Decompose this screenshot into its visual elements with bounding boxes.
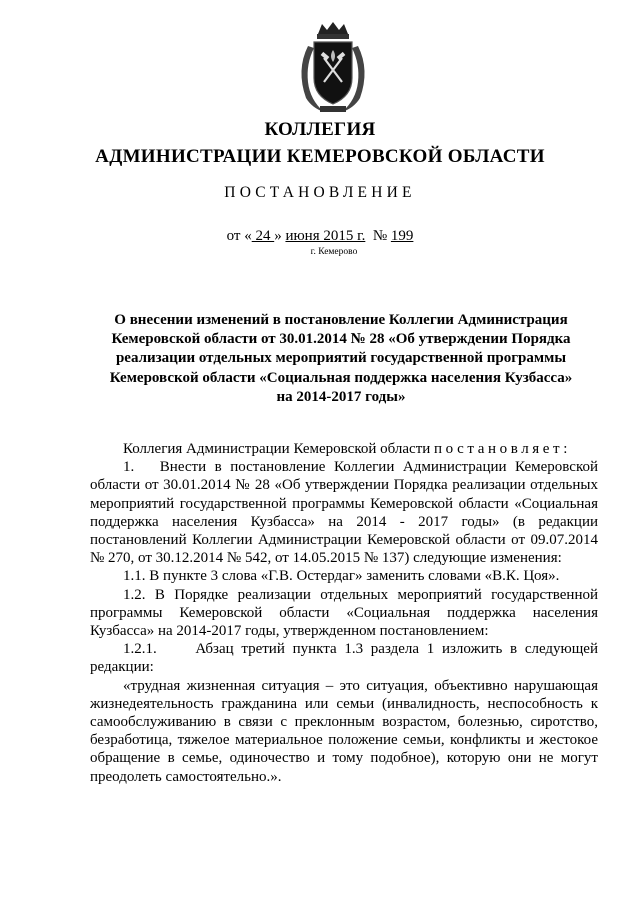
number-sign: № xyxy=(365,228,391,244)
intro-prefix: Коллегия Администрации Кемеровской области xyxy=(123,441,435,457)
item-1-1: 1.1. В пункте 3 слова «Г.В. Остердаг» заменить словами «В.К. Цоя». xyxy=(123,568,560,585)
date-month-year: июня 2015 г. xyxy=(285,228,366,244)
coat-of-arms-emblem xyxy=(290,20,376,116)
org-name-line2: АДМИНИСТРАЦИИ КЕМЕРОВСКОЙ ОБЛАСТИ xyxy=(95,146,545,167)
date-line xyxy=(0,228,640,245)
date-prefix: от « xyxy=(226,228,252,244)
date-day: 24 xyxy=(251,228,275,244)
quote-paragraph: «трудная жизненная ситуация – это ситуация, объективно нарушающая жизнедеятельность гражданина или семьи (инвалидность, неспособность к самообслуживанию в связи с преклонным возрастом, болезнью, сиротство, безработица, тяжелое материальное положение семьи, конфликты и жестокое обращение в семье, одиночество и тому подобное), которую они не могут преодолеть самостоятельно.». xyxy=(90,677,598,785)
document-title: О внесении изменений в постановление Коллегии Администрация Кемеровской области от 30.01.2014 № 28 «Об утверждении Порядка реализации отдельных мероприятий государственной программы Кемеровской области «Социальная поддержка населения Кузбасса» на 2014-2017 годы» xyxy=(109,312,573,405)
org-name-line1: КОЛЛЕГИЯ xyxy=(264,119,376,140)
document-type: ПОСТАНОВЛЕНИЕ xyxy=(224,184,416,201)
date-mid: » xyxy=(274,228,286,244)
intro-paragraph xyxy=(90,440,598,458)
decree-number: 199 xyxy=(390,228,414,244)
item-1-2: 1.2. В Порядке реализации отдельных мероприятий государственной программы Кемеровской области «Социальная поддержка населения Кузбасса» на 2014-2017 годы, утвержденном постановлением: xyxy=(90,586,598,640)
document-body xyxy=(90,440,602,786)
item-1: 1. Внести в постановление Коллегии Администрации Кемеровской области от 30.01.2014 № 28 «Об утверждении Порядка реализации отдельных мероприятий государственной программы Кемеровской области «Социальная поддержка населения Кузбасса» на 2014 - 2017 годы» (в редакции постановлений Коллегии Администрации Кемеровской области от 09.07.2014 № 270, от 30.12.2014 № 542, от 14.05.2015 № 137) следующие изменения: xyxy=(90,459,602,567)
item-1-2-1: 1.2.1. Абзац третий пункта 1.3 раздела 1 изложить в следующей редакции: xyxy=(90,641,602,676)
intro-verb: постановляет: xyxy=(434,441,571,457)
city-label: г. Кемерово xyxy=(310,247,358,257)
